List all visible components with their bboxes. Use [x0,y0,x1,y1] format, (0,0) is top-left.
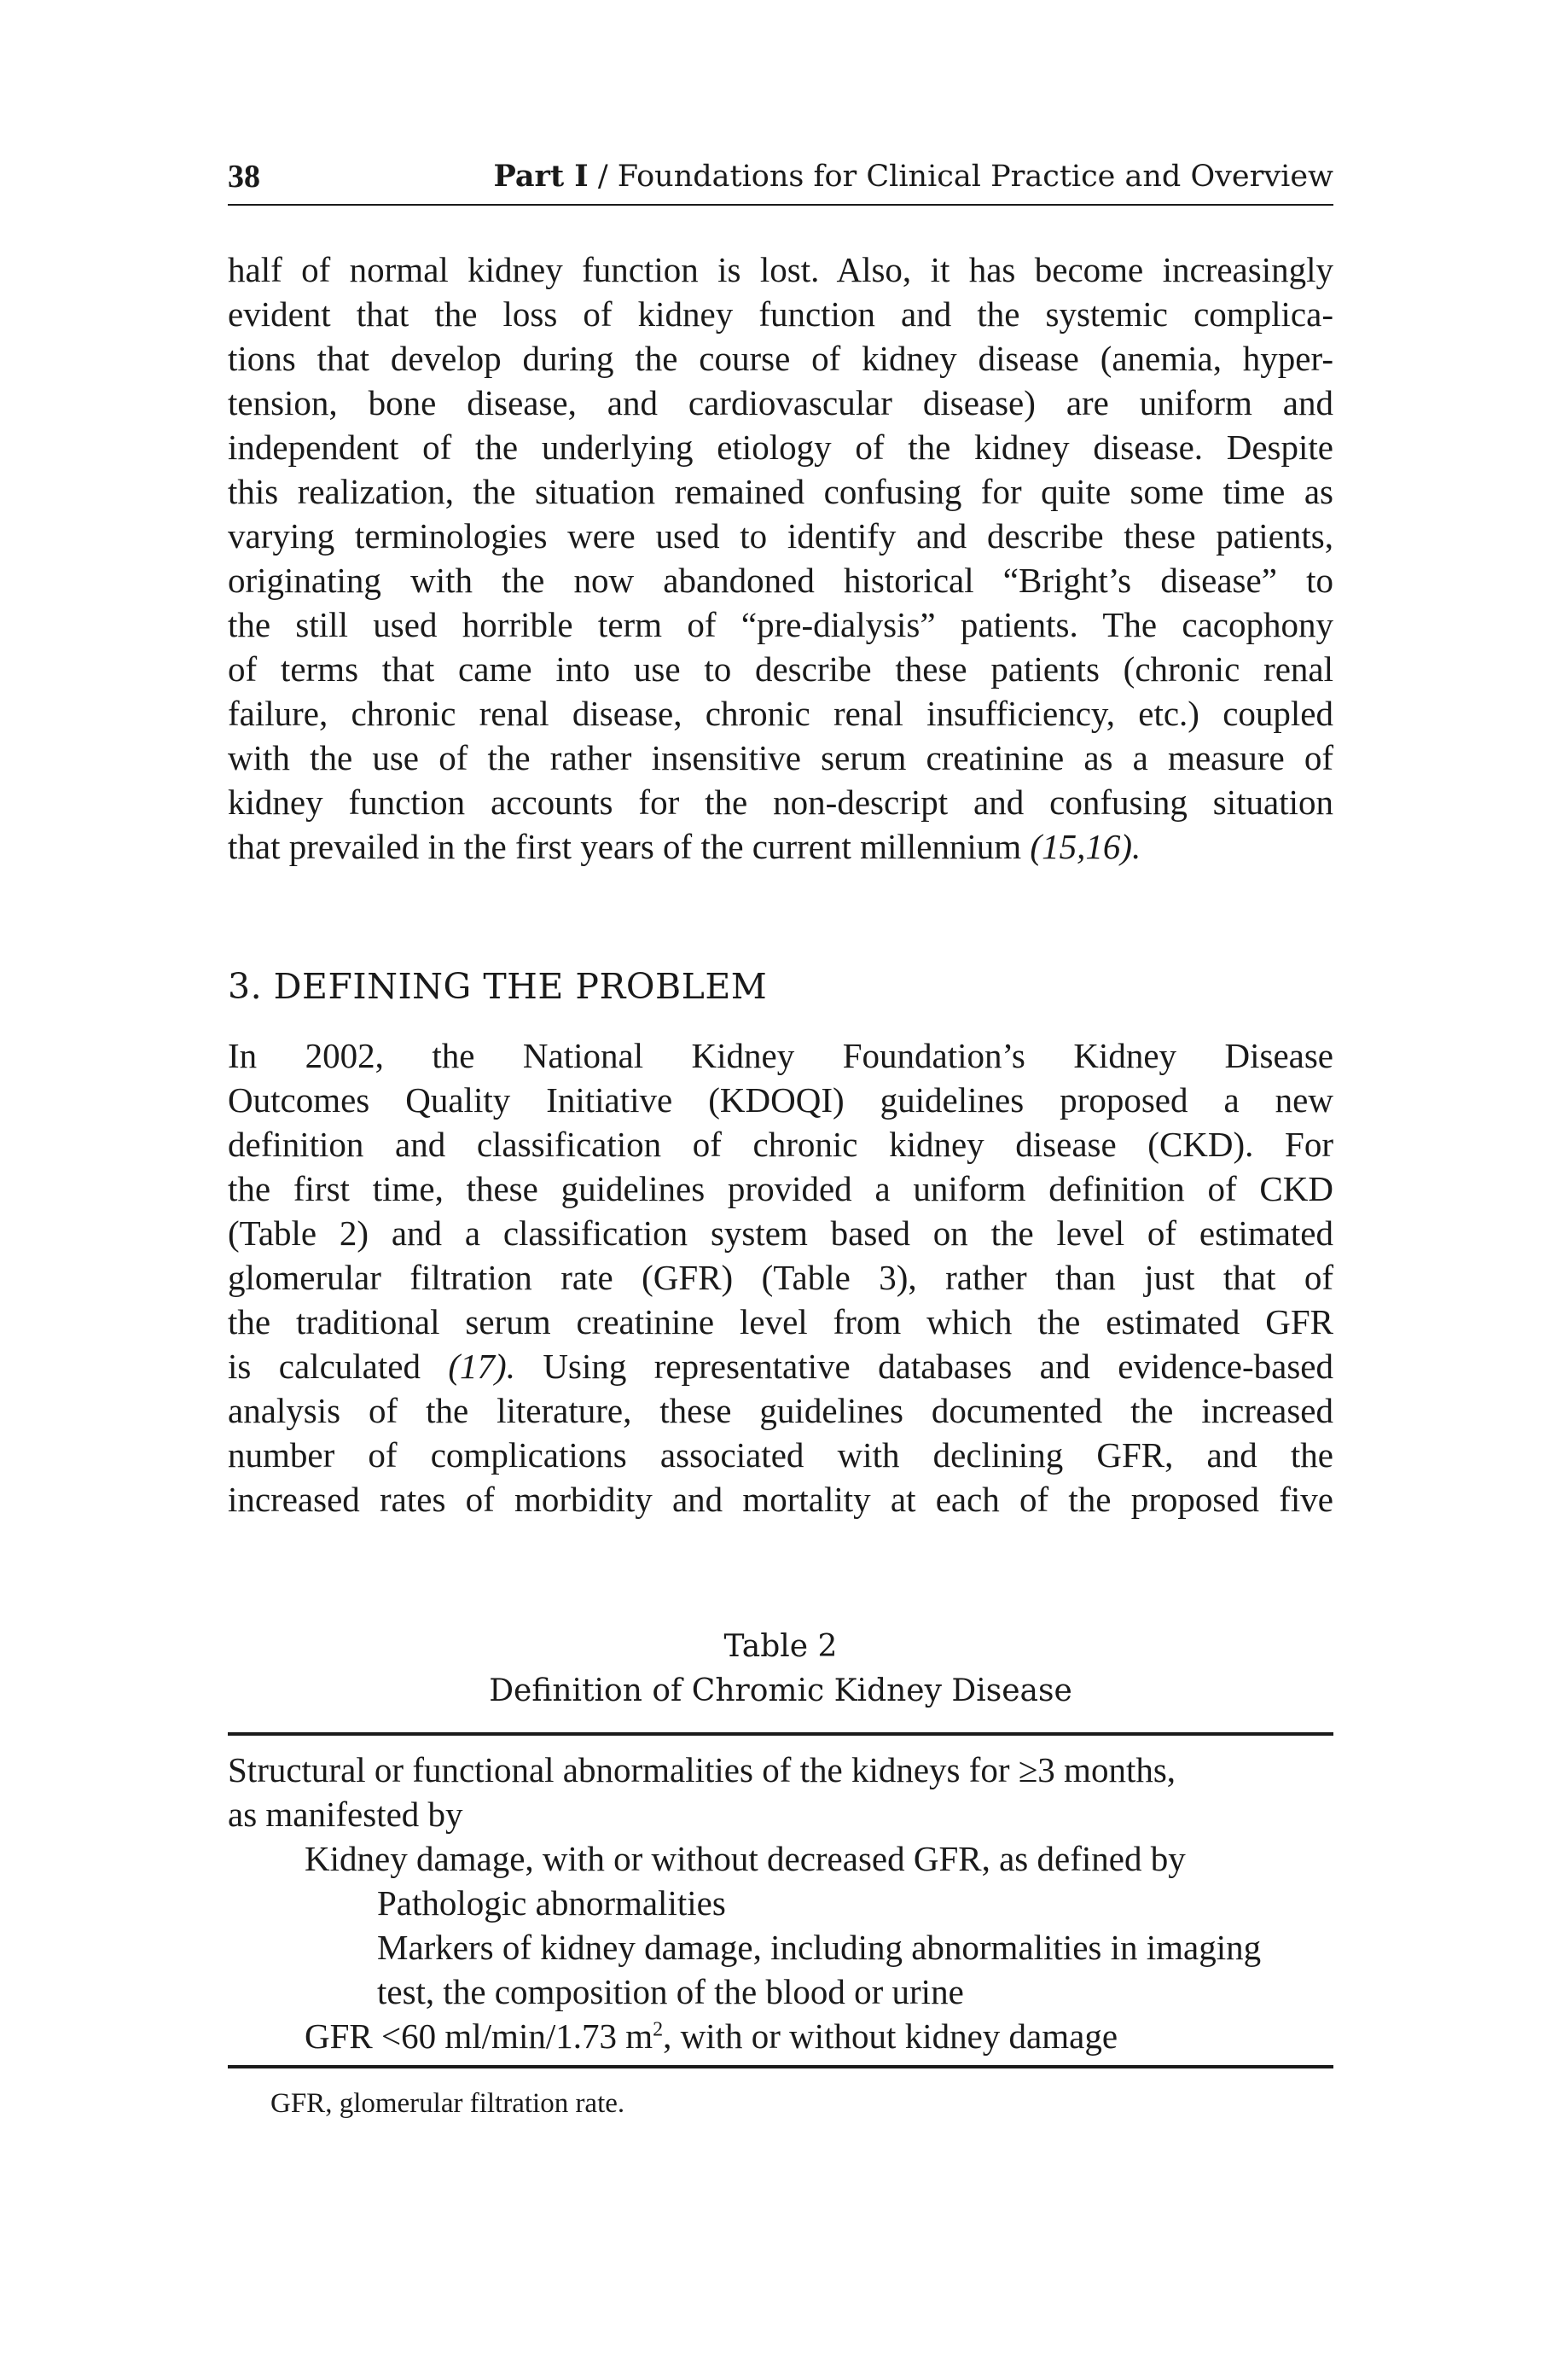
text-fragment: , with or without kidney damage [663,2016,1118,2056]
page-number: 38 [228,159,260,195]
text-line [228,1344,1333,1388]
text-line: the first time, these guidelines provided a uniform definition of CKD [228,1169,1333,1208]
citation: (17). [448,1347,515,1386]
text-line: (Table 2) and a classification system based on the level of estimated [228,1213,1333,1253]
text-fragment: Using representative databases and evidence-based [514,1347,1333,1386]
text-line: with the use of the rather insensitive serum creatinine as a measure of [228,738,1333,777]
text-line: the traditional serum creatinine level from which the estimated GFR [228,1302,1333,1341]
paragraph-continuation [228,247,1333,869]
text-line: Outcomes Quality Initiative (KDOQI) guidelines proposed a new [228,1080,1333,1120]
text-line: In 2002, the National Kidney Foundation’s Kidney Disease [228,1036,1333,1075]
text-fragment: that prevailed in the first years of the current millennium [228,827,1031,866]
section-heading: 3. DEFINING THE PROBLEM [228,966,768,1007]
text-line: number of complications associated with declining GFR, and the [228,1435,1333,1475]
text-line: half of normal kidney function is lost. Also, it has become increasingly [228,250,1333,289]
running-title [493,158,1333,195]
text-line: tension, bone disease, and cardiovascular disease) are uniform and [228,383,1333,422]
text-line: evident that the loss of kidney function and the systemic complica- [228,294,1333,334]
text-line: this realization, the situation remained confusing for quite some time as [228,472,1333,511]
text-line: increased rates of morbidity and mortality at each of the proposed five [228,1480,1333,1519]
text-line: the still used horrible term of “pre-dialysis” patients. The cacophony [228,605,1333,644]
text-line: tions that develop during the course of kidney disease (anemia, hyper- [228,339,1333,378]
header-separator: / [588,160,618,194]
running-header [228,158,1333,206]
text-line: analysis of the literature, these guidelines documented the increased [228,1391,1333,1430]
part-label: Part I [493,159,589,194]
table-row: Pathologic abnormalities [377,1883,726,1923]
text-line: failure, chronic renal disease, chronic renal insufficiency, etc.) coupled [228,694,1333,733]
table-row: test, the composition of the blood or urine [377,1972,964,2011]
table-row: Kidney damage, with or without decreased GFR, as defined by [305,1839,1186,1878]
paragraph-defining-problem [228,1033,1333,1521]
superscript: 2 [653,2018,664,2041]
table-title: Definition of Chromic Kidney Disease [489,1673,1072,1708]
text-line: glomerular filtration rate (GFR) (Table 3), rather than just that of [228,1258,1333,1297]
table-row: as manifested by [228,1795,463,1834]
text-line: varying terminologies were used to identify and describe these patients, [228,516,1333,556]
table-body [228,1748,1333,2058]
table-row [228,2014,1333,2058]
text-line: of terms that came into use to describe these patients (chronic renal [228,649,1333,689]
citation: (15,16). [1030,827,1141,866]
table-footnote: GFR, glomerular filtration rate. [270,2088,625,2119]
text-line: independent of the underlying etiology of the kidney disease. Despite [228,428,1333,467]
text-fragment: GFR <60 ml/min/1.73 m [305,2016,653,2056]
text-line: originating with the now abandoned historical “Bright’s disease” to [228,561,1333,600]
chapter-title: Foundations for Clinical Practice and Overview [617,160,1333,194]
text-line [228,824,1333,869]
table-top-rule [228,1732,1333,1736]
table-row: Structural or functional abnormalities of the kidneys for ≥3 months, [228,1750,1176,1789]
text-line: kidney function accounts for the non-descript and confusing situation [228,783,1333,822]
table-bottom-rule [228,2065,1333,2068]
text-fragment: is calculated [228,1347,449,1386]
table-number: Table 2 [723,1629,838,1664]
table-row: Markers of kidney damage, including abnormalities in imaging [377,1928,1262,1967]
text-line: definition and classification of chronic kidney disease (CKD). For [228,1125,1333,1164]
